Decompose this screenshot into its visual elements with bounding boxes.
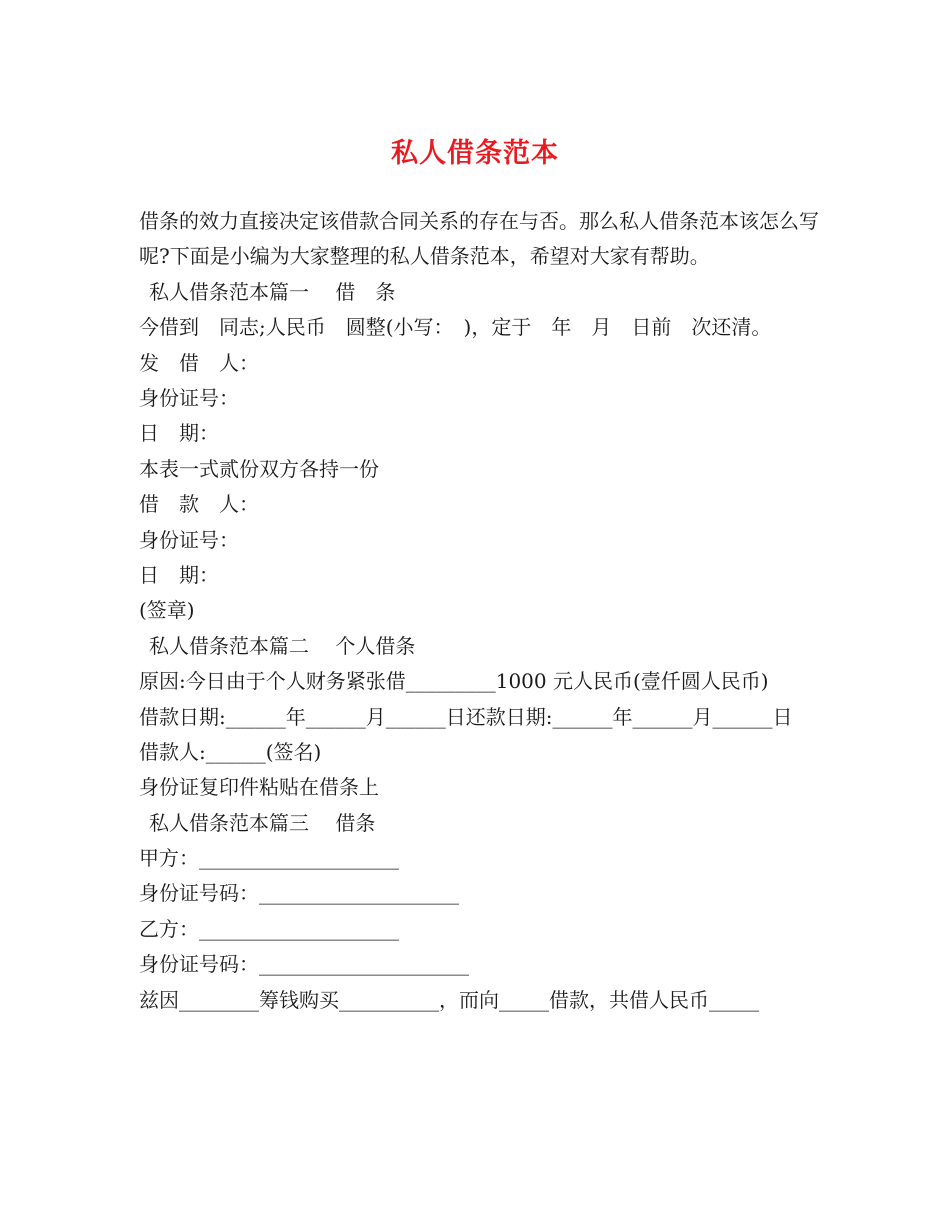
section3-party-b-id: 身份证号码：_____________________ — [139, 952, 469, 977]
section3-purpose: 兹因________筹钱购买__________，而向_____借款，共借人民币_____ — [139, 987, 759, 1012]
section1-copies: 本表一式贰份双方各持一份 — [139, 456, 379, 481]
section3-party-b: 乙方：____________________ — [139, 916, 399, 941]
section1-lender-id: 身份证号： — [139, 385, 239, 410]
section2-id-copy: 身份证复印件粘贴在借条上 — [139, 775, 379, 800]
section3-party-a-id: 身份证号码：____________________ — [139, 881, 459, 906]
section1-heading: 私人借条范本篇一 借 条 — [149, 279, 396, 304]
section3-heading: 私人借条范本篇三 借条 — [149, 810, 376, 835]
section1-seal: (签章) — [139, 598, 195, 623]
section1-borrower-date: 日 期： — [139, 562, 219, 587]
section1-lender: 发 借 人： — [139, 350, 259, 375]
section2-reason: 原因:今日由于个人财务紧张借_________1000 元人民币(壹仟圆人民币) — [139, 669, 769, 694]
document-body — [139, 204, 819, 1018]
section2-borrower: 借款人:______(签名) — [139, 739, 322, 764]
page-title: 私人借条范本 — [391, 138, 559, 169]
section1-borrower-id: 身份证号： — [139, 527, 239, 552]
section3-party-a: 甲方：____________________ — [139, 846, 399, 871]
intro-paragraph: 借条的效力直接决定该借款合同关系的存在与否。那么私人借条范本该怎么写呢?下面是小编为大家整理的私人借条范本，希望对大家有帮助。 — [139, 209, 819, 269]
section1-lender-date: 日 期： — [139, 421, 219, 446]
section1-statement: 今借到 同志;人民币 圆整(小写： )，定于 年 月 日前 次还清。 — [139, 315, 772, 340]
section2-heading: 私人借条范本篇二 个人借条 — [149, 633, 416, 658]
section2-dates: 借款日期:______年______月______日还款日期:______年______月______日 — [139, 704, 793, 729]
section1-borrower: 借 款 人： — [139, 492, 259, 517]
